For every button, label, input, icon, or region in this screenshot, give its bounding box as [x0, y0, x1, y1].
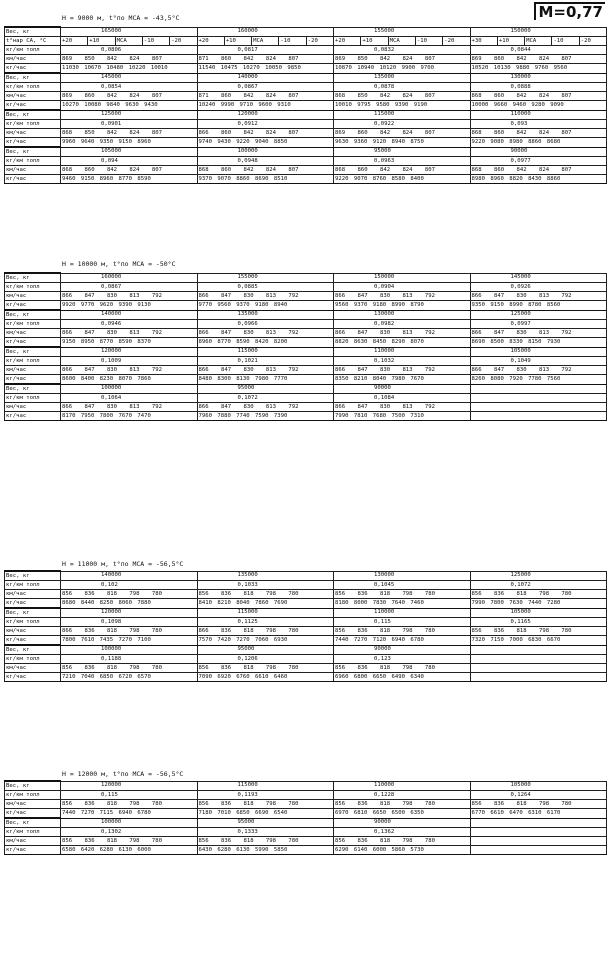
weight-value: 100000 [61, 818, 198, 828]
flow-values: 7210 7040 6850 6720 6570 [61, 673, 198, 682]
temperature-header: +30 [470, 37, 497, 46]
weight-label: Вес, кг [5, 273, 61, 283]
flow-label: кг/час [5, 599, 61, 609]
speed-values: 869 850 842 824 807 [334, 55, 471, 64]
weight-value: 140000 [61, 571, 198, 581]
flow-values: 9350 9150 8990 8780 8560 [470, 301, 607, 311]
flow-values [470, 846, 607, 855]
flow-label: кг/час [5, 412, 61, 421]
weight-value: 100000 [197, 147, 334, 157]
speed-values: 866 847 830 813 792 [197, 292, 334, 301]
weight-label: Вес, кг [5, 147, 61, 157]
weight-value: 130000 [334, 571, 471, 581]
fuel-value: 0,115 [334, 618, 471, 627]
flow-values: 7800 7610 7435 7270 7100 [61, 636, 198, 646]
weight-label: Вес, кг [5, 310, 61, 320]
weight-value: 140000 [197, 73, 334, 83]
fuel-label: кг/км топл [5, 320, 61, 329]
weight-label: Вес, кг [5, 347, 61, 357]
fuel-label: кг/км топл [5, 157, 61, 166]
flow-values: 6960 6800 6650 6490 6340 [334, 673, 471, 682]
fuel-label: кг/км топл [5, 357, 61, 366]
temperature-header: -20 [443, 37, 470, 46]
speed-label: км/час [5, 627, 61, 636]
weight-value: 95000 [334, 147, 471, 157]
speed-values: 856 836 818 798 780 [334, 664, 471, 673]
weight-value: 120000 [61, 608, 198, 618]
weight-value: 110000 [334, 781, 471, 791]
flow-label: кг/час [5, 138, 61, 148]
weight-value: 130000 [470, 73, 607, 83]
fuel-value: 0,0997 [470, 320, 607, 329]
weight-label: Вес, кг [5, 27, 61, 37]
speed-values [470, 837, 607, 846]
temperature-header: +20 [197, 37, 224, 46]
fuel-value: 0,123 [334, 655, 471, 664]
speed-values: 866 847 830 813 792 [197, 329, 334, 338]
temperature-header: МСА [115, 37, 142, 46]
speed-label: км/час [5, 800, 61, 809]
flow-label: кг/час [5, 101, 61, 111]
fuel-value: 0,1045 [334, 581, 471, 590]
fuel-value: 0,1021 [197, 357, 334, 366]
flow-values: 6580 6420 6280 6130 6000 [61, 846, 198, 855]
speed-values: 866 847 830 813 792 [197, 403, 334, 412]
fuel-value: 0,1264 [470, 791, 607, 800]
temperature-header: -20 [306, 37, 333, 46]
fuel-label: кг/км топл [5, 83, 61, 92]
speed-values: 868 860 842 824 807 [470, 129, 607, 138]
flow-values: 9960 9640 9350 9150 8960 [61, 138, 198, 148]
weight-value: 155000 [197, 273, 334, 283]
weight-value: 165000 [61, 27, 198, 37]
weight-value: 120000 [61, 781, 198, 791]
temperature-header: +20 [334, 37, 361, 46]
fuel-value: 0,0912 [197, 120, 334, 129]
fuel-label: кг/км топл [5, 283, 61, 292]
weight-value: 140000 [61, 310, 198, 320]
fuel-label: кг/км топл [5, 120, 61, 129]
weight-value: 145000 [61, 73, 198, 83]
flow-values: 7570 7420 7270 7060 6930 [197, 636, 334, 646]
fuel-value: 0,0922 [334, 120, 471, 129]
flow-values: 9920 9770 9620 9390 9130 [61, 301, 198, 311]
speed-values: 868 860 842 824 807 [470, 166, 607, 175]
weight-value: 125000 [470, 571, 607, 581]
fuel-label: кг/км топл [5, 791, 61, 800]
flow-values: 9220 9070 8760 8580 8400 [334, 175, 471, 184]
speed-label: км/час [5, 292, 61, 301]
weight-value: 90000 [334, 384, 471, 394]
flow-values [470, 673, 607, 682]
fuel-value: 0,0904 [334, 283, 471, 292]
speed-values: 866 847 830 813 792 [334, 366, 471, 375]
weight-label: Вес, кг [5, 608, 61, 618]
flow-values: 10010 9795 9580 9390 9190 [334, 101, 471, 111]
temperature-header: -10 [279, 37, 306, 46]
flow-label: кг/час [5, 338, 61, 348]
flow-values: 6430 6280 6130 5990 5850 [197, 846, 334, 855]
flow-values: 7960 7880 7740 7590 7390 [197, 412, 334, 421]
speed-label: км/час [5, 366, 61, 375]
speed-values: 866 847 830 813 792 [334, 292, 471, 301]
flow-values: 10240 9990 9710 9600 9310 [197, 101, 334, 111]
weight-label: Вес, кг [5, 110, 61, 120]
mach-number-label: M=0,77 [534, 2, 605, 20]
fuel-value: 0,0926 [470, 283, 607, 292]
speed-values: 856 836 818 798 780 [197, 664, 334, 673]
speed-values: 856 836 818 798 780 [197, 837, 334, 846]
fuel-value: 0,0901 [61, 120, 198, 129]
flow-values: 8260 8080 7920 7780 7560 [470, 375, 607, 385]
weight-value: 135000 [197, 571, 334, 581]
section-title: Н = 9000 м, t°по МСА = -43,5°С [62, 14, 180, 22]
flow-values: 9150 8950 8770 8590 8370 [61, 338, 198, 348]
speed-values: 866 847 830 813 792 [334, 329, 471, 338]
flow-values: 9770 9560 9370 9180 8940 [197, 301, 334, 311]
speed-values: 856 836 818 798 780 [197, 590, 334, 599]
fuel-value: 0,1072 [470, 581, 607, 590]
flow-values: 8690 8500 8330 8150 7930 [470, 338, 607, 348]
flow-values: 11540 10475 10270 10050 9850 [197, 64, 334, 74]
fuel-value: 0,1165 [470, 618, 607, 627]
flow-label: кг/час [5, 64, 61, 74]
speed-label: км/час [5, 55, 61, 64]
fuel-value: 0,0888 [470, 83, 607, 92]
speed-label: км/час [5, 166, 61, 175]
fuel-value: 0,1125 [197, 618, 334, 627]
flow-values: 7990 7810 7680 7500 7310 [334, 412, 471, 421]
flow-values: 6970 6810 6650 6500 6350 [334, 809, 471, 819]
weight-value: 110000 [334, 608, 471, 618]
speed-values: 869 850 842 824 807 [61, 55, 198, 64]
speed-values: 869 860 842 824 807 [61, 92, 198, 101]
flow-label: кг/час [5, 636, 61, 646]
section-title: Н = 12000 м, t°по МСА = -56,5°С [62, 770, 184, 778]
flow-values: 9740 9430 9220 9040 8850 [197, 138, 334, 148]
section-table [4, 570, 607, 682]
fuel-value: 0,1206 [197, 655, 334, 664]
temperature-header: -20 [579, 37, 606, 46]
speed-label: км/час [5, 590, 61, 599]
fuel-value [470, 828, 607, 837]
flow-label: кг/час [5, 673, 61, 682]
fuel-label: кг/км топл [5, 828, 61, 837]
fuel-value: 0,1193 [197, 791, 334, 800]
flow-values: 8480 8300 8130 7980 7770 [197, 375, 334, 385]
weight-value: 145000 [470, 273, 607, 283]
weight-value: 95000 [197, 645, 334, 655]
speed-values [470, 664, 607, 673]
speed-values: 856 836 818 798 780 [197, 800, 334, 809]
fuel-value: 0,093 [470, 120, 607, 129]
temperature-header: МСА [252, 37, 279, 46]
speed-values: 866 836 818 798 780 [197, 627, 334, 636]
flow-values: 8600 8400 8230 8070 7860 [61, 375, 198, 385]
fuel-label: кг/км топл [5, 46, 61, 55]
temperature-header: +10 [497, 37, 524, 46]
fuel-value: 0,1009 [61, 357, 198, 366]
fuel-value: 0,1033 [197, 581, 334, 590]
fuel-value: 0,0867 [197, 83, 334, 92]
fuel-value: 0,0948 [197, 157, 334, 166]
speed-values: 866 847 830 813 792 [334, 403, 471, 412]
fuel-value: 0,1302 [61, 828, 198, 837]
fuel-value: 0,1362 [334, 828, 471, 837]
flow-values: 10000 9660 9460 9280 9090 [470, 101, 607, 111]
fuel-value: 0,0885 [197, 283, 334, 292]
fuel-value: 0,1064 [61, 394, 198, 403]
speed-values: 856 836 818 798 780 [470, 800, 607, 809]
weight-value: 95000 [197, 818, 334, 828]
speed-values: 866 847 830 813 792 [470, 292, 607, 301]
weight-value: 150000 [334, 273, 471, 283]
speed-values: 856 836 818 798 780 [61, 837, 198, 846]
weight-value: 105000 [470, 347, 607, 357]
fuel-value: 0,1032 [334, 357, 471, 366]
weight-value: 115000 [197, 608, 334, 618]
weight-value: 155000 [334, 27, 471, 37]
fuel-value [470, 655, 607, 664]
speed-values: 866 847 830 813 792 [61, 292, 198, 301]
weight-value: 105000 [61, 147, 198, 157]
speed-values: 866 847 830 813 792 [61, 403, 198, 412]
speed-values: 868 850 842 824 807 [61, 129, 198, 138]
weight-value: 125000 [61, 110, 198, 120]
flow-values: 8410 8210 8040 7860 7690 [197, 599, 334, 609]
weight-label: Вес, кг [5, 645, 61, 655]
flow-values: 7180 7010 6850 6690 6540 [197, 809, 334, 819]
flow-label: кг/час [5, 375, 61, 385]
fuel-value: 0,1228 [334, 791, 471, 800]
speed-values: 869 860 842 824 807 [334, 129, 471, 138]
flow-values: 7990 7800 7630 7440 7280 [470, 599, 607, 609]
flow-values: 7090 6920 6760 6610 6460 [197, 673, 334, 682]
speed-label: км/час [5, 129, 61, 138]
section-table [4, 272, 607, 421]
weight-value: 135000 [197, 310, 334, 320]
weight-value: 110000 [470, 110, 607, 120]
speed-values: 868 860 842 824 807 [61, 166, 198, 175]
flow-label: кг/час [5, 175, 61, 184]
fuel-value [470, 394, 607, 403]
column-header-label: t°нар СА, °С [5, 37, 61, 46]
weight-value: 125000 [470, 310, 607, 320]
fuel-value: 0,0878 [334, 83, 471, 92]
weight-value: 115000 [197, 347, 334, 357]
fuel-value: 0,1188 [61, 655, 198, 664]
fuel-value: 0,1084 [334, 394, 471, 403]
speed-values: 868 860 842 824 807 [197, 166, 334, 175]
speed-values: 868 850 842 824 807 [334, 92, 471, 101]
temperature-header: -10 [415, 37, 442, 46]
speed-values: 866 860 842 824 807 [197, 129, 334, 138]
temperature-header: -10 [142, 37, 169, 46]
weight-label: Вес, кг [5, 73, 61, 83]
weight-value: 120000 [197, 110, 334, 120]
flow-values: 8170 7950 7800 7670 7470 [61, 412, 198, 421]
fuel-value: 0,0966 [197, 320, 334, 329]
fuel-label: кг/км топл [5, 394, 61, 403]
flow-label: кг/час [5, 846, 61, 855]
speed-values: 856 836 818 798 780 [470, 627, 607, 636]
flow-values: 9460 9150 8960 8770 8590 [61, 175, 198, 184]
fuel-value: 0,0832 [334, 46, 471, 55]
speed-label: км/час [5, 92, 61, 101]
weight-value [470, 384, 607, 394]
weight-value: 115000 [197, 781, 334, 791]
weight-value: 160000 [197, 27, 334, 37]
speed-values: 856 836 818 798 780 [61, 800, 198, 809]
speed-values: 866 847 830 813 792 [470, 366, 607, 375]
flow-values: 8180 8000 7830 7640 7460 [334, 599, 471, 609]
speed-values: 866 847 830 813 792 [470, 329, 607, 338]
speed-values: 866 847 830 813 792 [61, 329, 198, 338]
fuel-value: 0,1072 [197, 394, 334, 403]
fuel-value: 0,0963 [334, 157, 471, 166]
speed-values: 866 836 818 798 780 [61, 627, 198, 636]
speed-values: 856 836 818 798 780 [61, 664, 198, 673]
fuel-value: 0,102 [61, 581, 198, 590]
flow-values: 6290 6140 6000 5860 5730 [334, 846, 471, 855]
flow-values: 6770 6610 6470 6310 6170 [470, 809, 607, 819]
speed-values: 856 836 818 798 780 [61, 590, 198, 599]
flow-values: 9630 9360 9120 8940 8750 [334, 138, 471, 148]
flow-values: 9220 9080 8980 8860 8680 [470, 138, 607, 148]
fuel-label: кг/км топл [5, 655, 61, 664]
flow-values [470, 412, 607, 421]
temperature-header: -20 [170, 37, 197, 46]
weight-value: 95000 [197, 384, 334, 394]
weight-label: Вес, кг [5, 781, 61, 791]
flow-values: 8960 8770 8590 8420 8200 [197, 338, 334, 348]
flow-values: 8820 8630 8450 8290 8070 [334, 338, 471, 348]
section-title: Н = 10000 м, t°по МСА = -50°С [62, 260, 176, 268]
weight-label: Вес, кг [5, 571, 61, 581]
flow-values: 10270 10080 9840 9630 9430 [61, 101, 198, 111]
fuel-value: 0,0844 [470, 46, 607, 55]
weight-value: 150000 [470, 27, 607, 37]
weight-value: 105000 [470, 781, 607, 791]
temperature-header: -10 [552, 37, 579, 46]
fuel-value: 0,0946 [61, 320, 198, 329]
flow-label: кг/час [5, 809, 61, 819]
fuel-value: 0,0806 [61, 46, 198, 55]
fuel-value: 0,1049 [470, 357, 607, 366]
weight-value: 115000 [334, 110, 471, 120]
fuel-value: 0,0867 [61, 283, 198, 292]
weight-value: 120000 [61, 347, 198, 357]
weight-value: 105000 [470, 608, 607, 618]
temperature-header: +20 [61, 37, 88, 46]
temperature-header: +10 [88, 37, 115, 46]
flow-values: 7440 7270 7115 6940 6780 [61, 809, 198, 819]
weight-value: 130000 [334, 310, 471, 320]
speed-label: км/час [5, 837, 61, 846]
weight-value: 100000 [61, 384, 198, 394]
weight-label: Вес, кг [5, 384, 61, 394]
fuel-value: 0,0977 [470, 157, 607, 166]
fuel-value: 0,1098 [61, 618, 198, 627]
fuel-label: кг/км топл [5, 618, 61, 627]
speed-values: 866 847 830 813 792 [61, 366, 198, 375]
flow-values: 7440 7270 7120 6940 6780 [334, 636, 471, 646]
flow-values: 10520 10130 9880 9760 9560 [470, 64, 607, 74]
speed-values: 856 836 818 798 780 [334, 837, 471, 846]
speed-values: 856 836 818 798 780 [470, 590, 607, 599]
weight-value: 90000 [334, 645, 471, 655]
flow-values: 8980 8960 8820 8430 8860 [470, 175, 607, 184]
flow-values: 8680 8440 8250 8060 7880 [61, 599, 198, 609]
flow-values: 10870 10940 10120 9900 9700 [334, 64, 471, 74]
weight-value: 110000 [334, 347, 471, 357]
speed-values: 868 860 842 824 807 [334, 166, 471, 175]
section-table [4, 26, 607, 184]
speed-values: 856 836 818 798 780 [334, 627, 471, 636]
speed-values: 856 836 818 798 780 [334, 800, 471, 809]
fuel-value: 0,1333 [197, 828, 334, 837]
weight-value: 100000 [61, 645, 198, 655]
weight-value [470, 645, 607, 655]
flow-values: 7320 7150 7000 6830 6670 [470, 636, 607, 646]
speed-values: 871 860 842 824 807 [197, 92, 334, 101]
temperature-header: МСА [525, 37, 552, 46]
weight-value: 135000 [334, 73, 471, 83]
speed-values: 871 860 842 824 807 [197, 55, 334, 64]
weight-value: 90000 [334, 818, 471, 828]
weight-value: 90000 [470, 147, 607, 157]
flow-label: кг/час [5, 301, 61, 311]
speed-values: 869 860 842 824 807 [470, 55, 607, 64]
fuel-value: 0,0854 [61, 83, 198, 92]
flow-values: 9560 9370 9180 8990 8790 [334, 301, 471, 311]
speed-label: км/час [5, 329, 61, 338]
flow-values: 9370 9070 8860 8690 8510 [197, 175, 334, 184]
speed-values: 866 847 830 813 792 [197, 366, 334, 375]
fuel-value: 0,0982 [334, 320, 471, 329]
section-title: Н = 11000 м, t°по МСА = -56,5°С [62, 560, 184, 568]
fuel-value: 0,094 [61, 157, 198, 166]
section-table [4, 780, 607, 855]
fuel-value: 0,115 [61, 791, 198, 800]
weight-label: Вес, кг [5, 818, 61, 828]
fuel-label: кг/км топл [5, 581, 61, 590]
flow-values: 8350 8210 8040 7980 7670 [334, 375, 471, 385]
speed-values: 856 836 818 798 780 [334, 590, 471, 599]
speed-label: км/час [5, 403, 61, 412]
temperature-header: +10 [224, 37, 251, 46]
flow-values: 11030 10670 10480 10220 10010 [61, 64, 198, 74]
weight-value: 160000 [61, 273, 198, 283]
temperature-header: +10 [361, 37, 388, 46]
speed-values: 868 860 842 824 807 [470, 92, 607, 101]
fuel-value: 0,0817 [197, 46, 334, 55]
speed-label: км/час [5, 664, 61, 673]
speed-values [470, 403, 607, 412]
temperature-header: МСА [388, 37, 415, 46]
weight-value [470, 818, 607, 828]
